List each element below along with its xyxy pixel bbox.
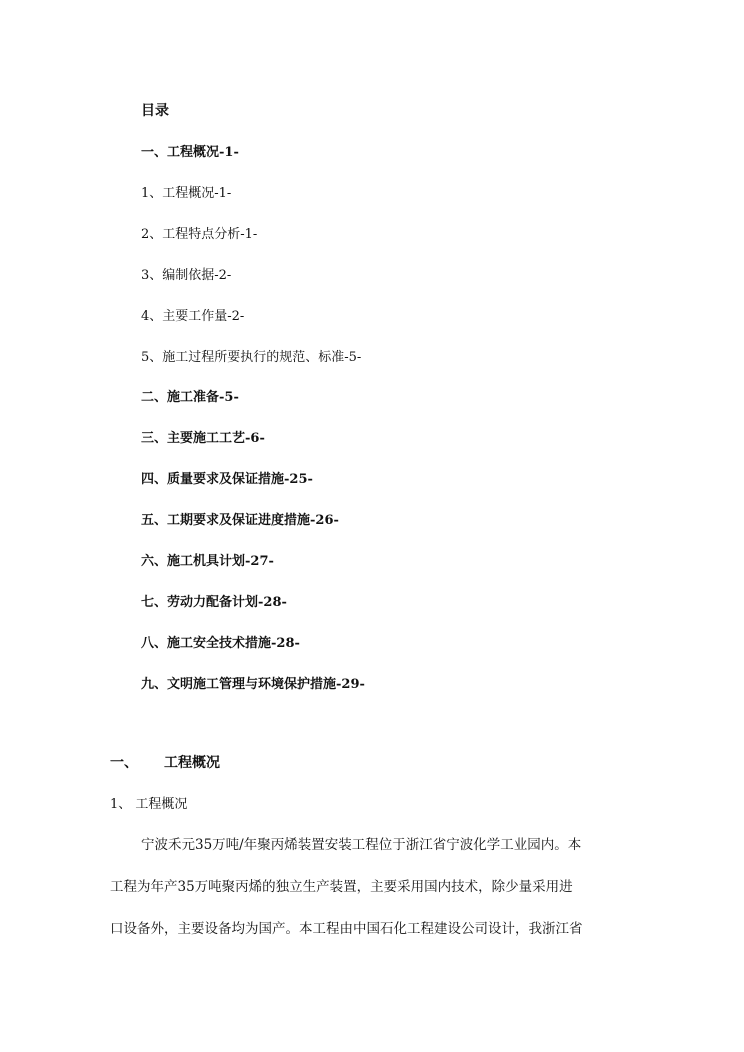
toc-chapter-entry: 九、文明施工管理与环境保护措施-29- [141,677,365,692]
toc-chapter-entry: 五、工期要求及保证进度措施-26- [141,513,339,528]
toc-section-entry: 4、主要工作量-2- [141,309,245,324]
toc-chapter-entry: 八、施工安全技术措施-28- [141,636,300,651]
toc-title: 目录 [141,103,169,119]
section-number: 一、 [110,755,138,771]
section-title: 工程概况 [164,755,220,771]
subsection-heading: 1、 工程概况 [110,797,188,812]
toc-chapter-entry: 一、工程概况-1- [141,145,239,160]
paragraph-line: 宁波禾元35万吨/年聚丙烯装置安装工程位于浙江省宁波化学工业园内。本 [141,837,582,853]
toc-chapter-entry: 三、主要施工工艺-6- [141,431,265,446]
section-heading [110,752,220,772]
toc-section-entry: 1、工程概况-1- [141,186,232,201]
toc-section-entry: 2、工程特点分析-1- [141,227,258,242]
toc-chapter-entry: 七、劳动力配备计划-28- [141,595,287,610]
toc-chapter-entry: 四、质量要求及保证措施-25- [141,472,313,487]
toc-chapter-entry: 二、施工准备-5- [141,390,239,405]
toc-chapter-entry: 六、施工机具计划-27- [141,554,274,569]
paragraph-line: 口设备外，主要设备均为国产。本工程由中国石化工程建设公司设计，我浙江省 [110,921,583,937]
toc-section-entry: 3、编制依据-2- [141,268,232,283]
toc-section-entry: 5、施工过程所要执行的规范、标准-5- [141,350,362,365]
paragraph-line: 工程为年产35万吨聚丙烯的独立生产装置，主要采用国内技术，除少量采用进 [110,879,573,895]
